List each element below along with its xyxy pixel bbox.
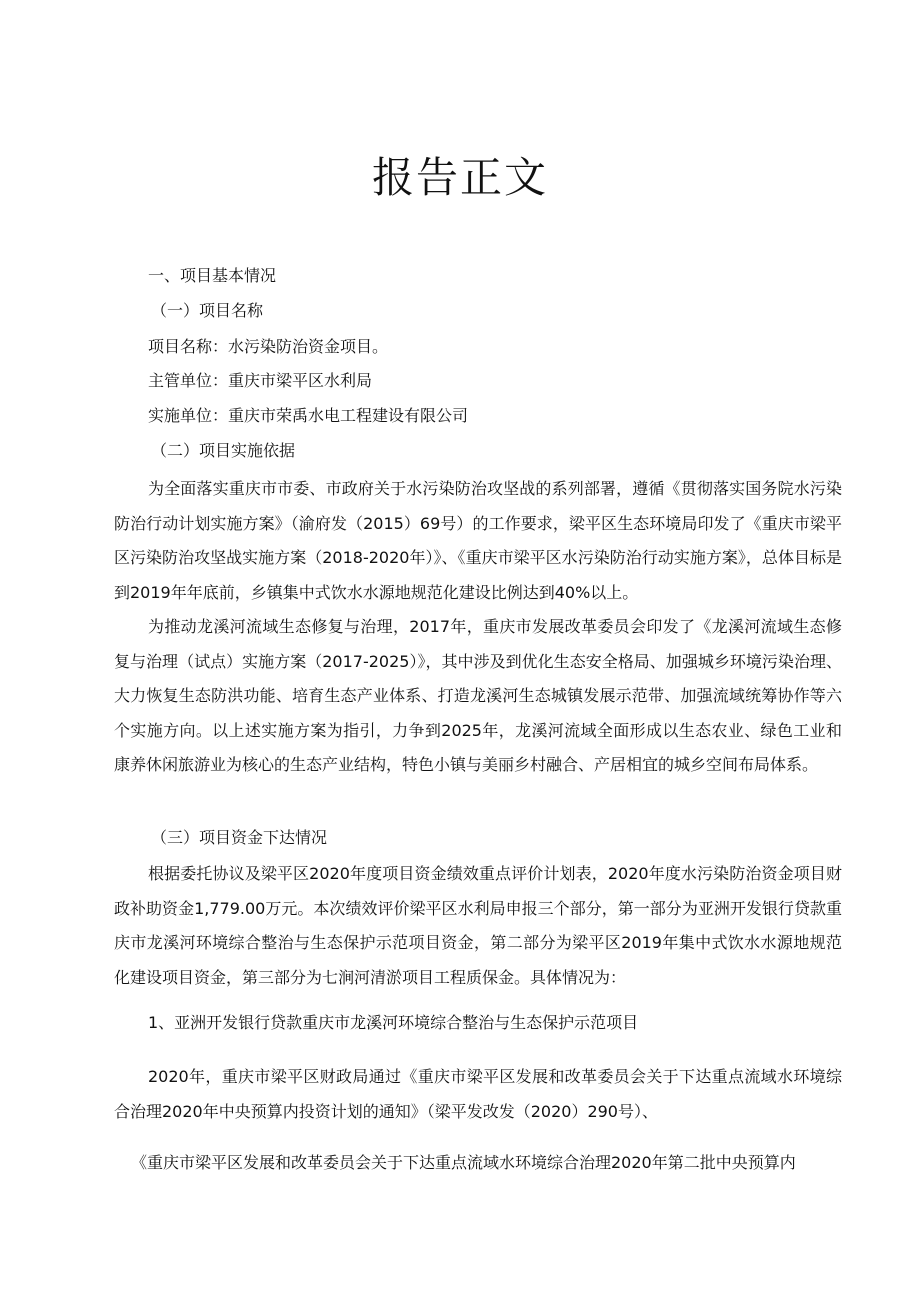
subsection-heading-project-name: （一）项目名称 — [151, 301, 264, 320]
basis-paragraph-2: 为推动龙溪河流域生态修复与治理，2017年，重庆市发展改革委员会印发了《龙溪河流域生态修复与治理（试点）实施方案（2017-2025）》，其中涉及到优化生态安全格局、加强城乡环境污染治理、大力恢复生态防洪功能、培育生态产业体系、打造龙溪河生态城镇发展示范带、加强流域统筹协作等六个实施方向。以上述实施方案为指引，力争到2025年，龙溪河流域全面形成以生态农业、绿色工业和康养休闲旅游业为核心的生态产业结构，特色小镇与美丽乡村融合、产居相宜的城乡空间布局体系。 — [114, 617, 842, 774]
implementer-line: 实施单位：重庆市荣禹水电工程建设有限公司 — [148, 406, 469, 425]
page-title: 报告正文 — [371, 153, 548, 202]
supervisor-line: 主管单位：重庆市梁平区水利局 — [148, 371, 373, 390]
funding-paragraph-2: 2020年，重庆市梁平区财政局通过《重庆市梁平区发展和改革委员会关于下达重点流域水环境综合治理2020年中央预算内投资计划的通知》（梁平发改发（2020）290号）、 — [114, 1067, 842, 1121]
funding-paragraph-3: 《重庆市梁平区发展和改革委员会关于下达重点流域水环境综合治理2020年第二批中央预算内 — [131, 1153, 796, 1172]
funding-paragraph-1: 根据委托协议及梁平区2020年度项目资金绩效重点评价计划表，2020年度水污染防治资金项目财政补助资金1,779.00万元。本次绩效评价梁平区水利局申报三个部分，第一部分为亚洲开发银行贷款重庆市龙溪河环境综合整治与生态保护示范项目资金，第二部分为梁平区2019年集中式饮水水源地规范化建设项目资金，第三部分为七涧河清淤项目工程质保金。具体情况为： — [114, 864, 842, 987]
subsection-heading-funding: （三）项目资金下达情况 — [151, 828, 328, 847]
subsection-heading-basis: （二）项目实施依据 — [151, 441, 296, 460]
project-name-line: 项目名称：水污染防治资金项目。 — [148, 337, 389, 356]
section-heading-basic-info: 一、项目基本情况 — [148, 266, 277, 285]
basis-paragraph-1: 为全面落实重庆市市委、市政府关于水污染防治攻坚战的系列部署，遵循《贯彻落实国务院水污染防治行动计划实施方案》（渝府发（2015）69号）的工作要求，梁平区生态环境局印发了《重庆市梁平区污染防治攻坚战实施方案（2018-2020年）》、《重庆市梁平区水污染防治行动实施方案》，总体目标是到2019年年底前，乡镇集中式饮水水源地规范化建设比例达到40%以上。 — [114, 479, 842, 602]
item-heading-adb-loan: 1、亚洲开发银行贷款重庆市龙溪河环境综合整治与生态保护示范项目 — [148, 1013, 639, 1032]
